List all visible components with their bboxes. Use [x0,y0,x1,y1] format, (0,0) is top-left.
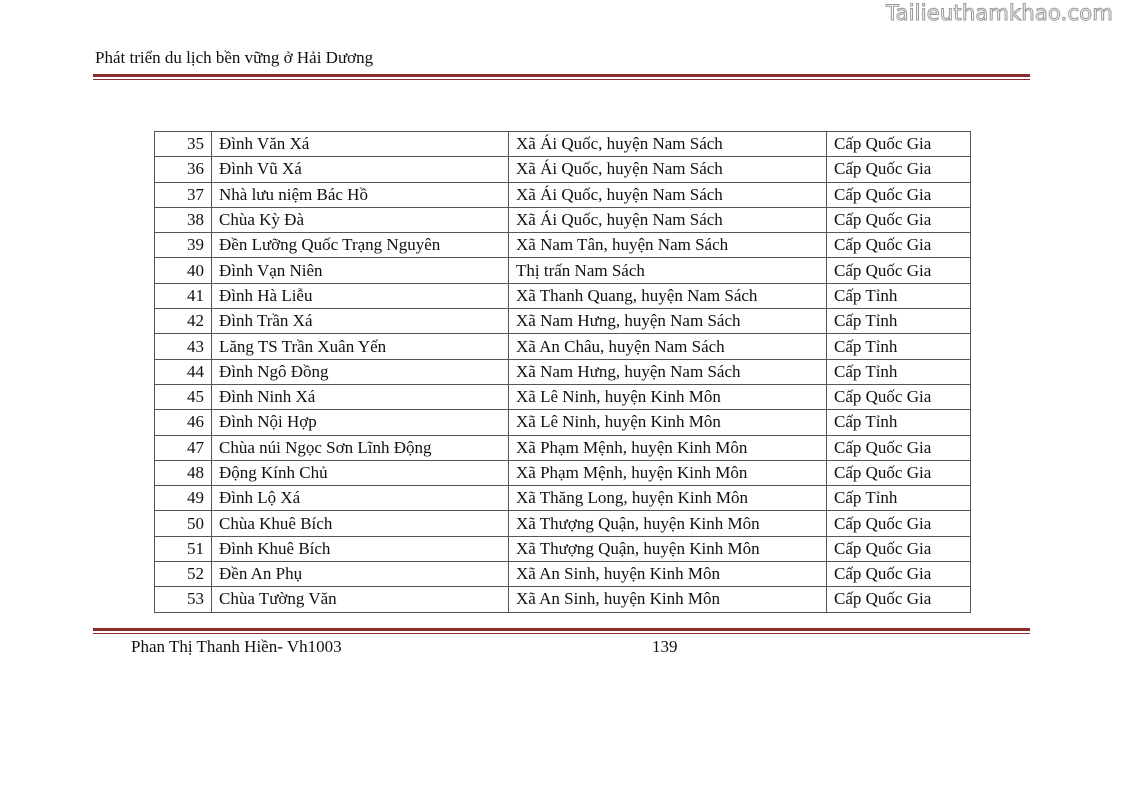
row-number-cell: 46 [155,410,212,435]
table-row [155,486,971,511]
site-name-cell: Chùa Tường Văn [212,587,509,612]
row-number-cell: 37 [155,182,212,207]
table-row [155,384,971,409]
site-name-cell: Đình Vạn Niên [212,258,509,283]
ranking-level-cell: Cấp Quốc Gia [827,435,971,460]
table-body [155,132,971,613]
site-name-cell: Chùa Kỳ Đà [212,207,509,232]
heritage-sites-table [154,131,971,613]
row-number-cell: 52 [155,562,212,587]
table-row [155,334,971,359]
site-name-cell: Đình Ngô Đồng [212,359,509,384]
ranking-level-cell: Cấp Tỉnh [827,486,971,511]
ranking-level-cell: Cấp Tỉnh [827,283,971,308]
table-row [155,410,971,435]
ranking-level-cell: Cấp Quốc Gia [827,562,971,587]
row-number-cell: 35 [155,132,212,157]
site-location-cell: Thị trấn Nam Sách [509,258,827,283]
ranking-level-cell: Cấp Quốc Gia [827,233,971,258]
site-location-cell: Xã An Sinh, huyện Kinh Môn [509,562,827,587]
row-number-cell: 40 [155,258,212,283]
table-row [155,309,971,334]
site-name-cell: Đình Nội Hợp [212,410,509,435]
row-number-cell: 41 [155,283,212,308]
ranking-level-cell: Cấp Tỉnh [827,359,971,384]
site-location-cell: Xã Phạm Mệnh, huyện Kinh Môn [509,435,827,460]
row-number-cell: 39 [155,233,212,258]
table-row [155,562,971,587]
site-name-cell: Đình Ninh Xá [212,384,509,409]
site-location-cell: Xã Nam Hưng, huyện Nam Sách [509,309,827,334]
row-number-cell: 53 [155,587,212,612]
site-location-cell: Xã Ái Quốc, huyện Nam Sách [509,132,827,157]
table-row [155,233,971,258]
watermark-text: Tailieuthamkhao.com [886,1,1113,25]
site-name-cell: Lăng TS Trần Xuân Yến [212,334,509,359]
site-name-cell: Đình Hà Liễu [212,283,509,308]
ranking-level-cell: Cấp Tỉnh [827,309,971,334]
site-name-cell: Đình Khuê Bích [212,536,509,561]
row-number-cell: 45 [155,384,212,409]
site-location-cell: Xã Nam Tân, huyện Nam Sách [509,233,827,258]
site-location-cell: Xã An Sinh, huyện Kinh Môn [509,587,827,612]
ranking-level-cell: Cấp Quốc Gia [827,536,971,561]
ranking-level-cell: Cấp Quốc Gia [827,384,971,409]
ranking-level-cell: Cấp Quốc Gia [827,207,971,232]
site-location-cell: Xã Lê Ninh, huyện Kinh Môn [509,384,827,409]
site-name-cell: Động Kính Chủ [212,460,509,485]
page-number: 139 [652,637,678,656]
site-location-cell: Xã Ái Quốc, huyện Nam Sách [509,182,827,207]
row-number-cell: 38 [155,207,212,232]
ranking-level-cell: Cấp Quốc Gia [827,258,971,283]
header-divider [93,74,1030,80]
site-name-cell: Chùa Khuê Bích [212,511,509,536]
ranking-level-cell: Cấp Tỉnh [827,334,971,359]
site-name-cell: Nhà lưu niệm Bác Hồ [212,182,509,207]
site-location-cell: Xã Thượng Quận, huyện Kinh Môn [509,511,827,536]
site-location-cell: Xã Phạm Mệnh, huyện Kinh Môn [509,460,827,485]
row-number-cell: 51 [155,536,212,561]
table-row [155,132,971,157]
site-location-cell: Xã Thăng Long, huyện Kinh Môn [509,486,827,511]
table-row [155,435,971,460]
site-name-cell: Đền An Phụ [212,562,509,587]
site-name-cell: Đền Lưỡng Quốc Trạng Nguyên [212,233,509,258]
table-row [155,182,971,207]
site-name-cell: Đình Vũ Xá [212,157,509,182]
site-name-cell: Đình Lộ Xá [212,486,509,511]
site-name-cell: Đình Văn Xá [212,132,509,157]
site-location-cell: Xã Nam Hưng, huyện Nam Sách [509,359,827,384]
row-number-cell: 43 [155,334,212,359]
site-location-cell: Xã Lê Ninh, huyện Kinh Môn [509,410,827,435]
table-row [155,157,971,182]
row-number-cell: 47 [155,435,212,460]
site-location-cell: Xã Ái Quốc, huyện Nam Sách [509,207,827,232]
site-location-cell: Xã An Châu, huyện Nam Sách [509,334,827,359]
table-row [155,359,971,384]
site-location-cell: Xã Ái Quốc, huyện Nam Sách [509,157,827,182]
ranking-level-cell: Cấp Quốc Gia [827,511,971,536]
row-number-cell: 36 [155,157,212,182]
footer-divider [93,628,1030,634]
running-header-title: Phát triển du lịch bền vững ở Hải Dương [95,48,374,67]
row-number-cell: 49 [155,486,212,511]
site-name-cell: Chùa núi Ngọc Sơn Lĩnh Động [212,435,509,460]
site-location-cell: Xã Thượng Quận, huyện Kinh Môn [509,536,827,561]
ranking-level-cell: Cấp Tỉnh [827,410,971,435]
row-number-cell: 48 [155,460,212,485]
row-number-cell: 50 [155,511,212,536]
table-row [155,511,971,536]
ranking-level-cell: Cấp Quốc Gia [827,182,971,207]
row-number-cell: 44 [155,359,212,384]
table-row [155,207,971,232]
table-row [155,460,971,485]
footer-author: Phan Thị Thanh Hiền- Vh1003 [131,637,342,656]
table-row [155,587,971,612]
row-number-cell: 42 [155,309,212,334]
table-row [155,536,971,561]
ranking-level-cell: Cấp Quốc Gia [827,587,971,612]
site-location-cell: Xã Thanh Quang, huyện Nam Sách [509,283,827,308]
ranking-level-cell: Cấp Quốc Gia [827,157,971,182]
ranking-level-cell: Cấp Quốc Gia [827,132,971,157]
table-row [155,258,971,283]
table-row [155,283,971,308]
site-name-cell: Đình Trần Xá [212,309,509,334]
ranking-level-cell: Cấp Quốc Gia [827,460,971,485]
